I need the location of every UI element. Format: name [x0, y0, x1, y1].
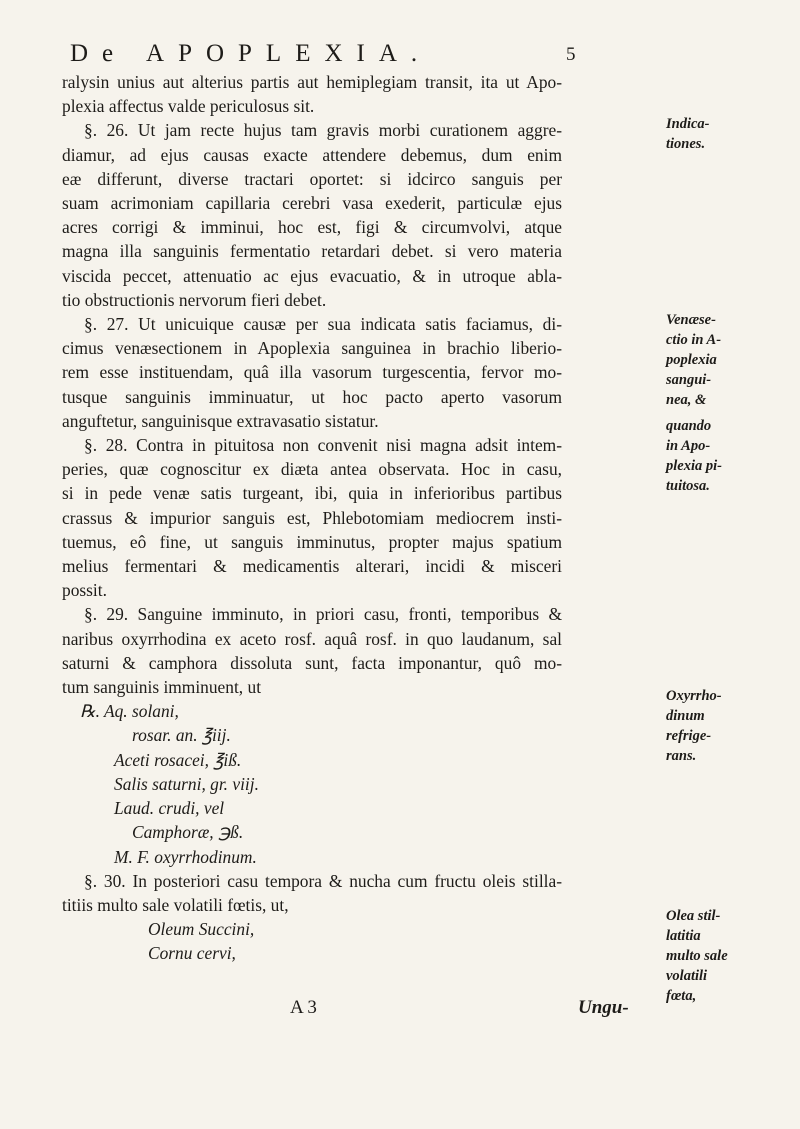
text-line: anguftetur, sanguinisque extravasatio sistatur. — [62, 410, 379, 431]
recipe-line: Cornu cervi, — [148, 943, 236, 964]
text-line: saturni & camphora dissoluta sunt, facta imponantur, quô mo- — [62, 652, 562, 673]
text-line: cimus venæsectionem in Apoplexia sanguinea in brachio liberio- — [62, 338, 562, 359]
main-text — [62, 70, 562, 966]
text-line: si in pede venæ satis turgeant, ibi, quia in inferioribus partibus — [62, 483, 562, 504]
margin-note-line: multo sale — [666, 948, 728, 964]
recipe-line: Oleum Succini, — [148, 919, 255, 940]
recipe-line: rosar. an. ℥iij. — [132, 725, 231, 746]
margin-note-line: poplexia — [666, 352, 717, 368]
page-number: 5 — [566, 44, 576, 65]
text-line: naribus oxyrrhodina ex aceto rosf. aquâ rosf. in quo laudanum, sal — [62, 628, 562, 649]
text-line: magna illa sanguinis fermentatio retardari debet. si vero materia — [62, 241, 562, 262]
text-line: §. 27. Ut unicuique causæ per sua indicata satis faciamus, di- — [84, 314, 562, 335]
page-header — [0, 40, 800, 74]
text-line: §. 28. Contra in pituitosa non convenit nisi magna adsit intem- — [84, 435, 562, 456]
text-line: §. 30. In posteriori casu tempora & nucha cum fructu oleis stilla- — [84, 870, 562, 891]
margin-note-venaesectio — [666, 310, 786, 410]
margin-note-line: tiones. — [666, 136, 706, 152]
running-title: De APOPLEXIA. — [70, 40, 432, 67]
margin-note-line: nea, & — [666, 392, 707, 408]
margin-note-line: ctio in A- — [666, 332, 722, 348]
margin-note-line: tuitosa. — [666, 478, 710, 494]
margin-note-line: in Apo- — [666, 438, 711, 454]
text-line: ralysin unius aut alterius partis aut hemiplegiam transit, ita ut Apo- — [62, 72, 562, 92]
margin-note-line: Olea stil- — [666, 908, 721, 924]
text-line: tio obstructionis nervorum fieri debet. — [62, 289, 327, 310]
recipe-line: ℞. Aq. solani, — [80, 701, 179, 722]
text-line: suam acrimoniam capillaria cerebri vasa exederit, particulæ ejus — [62, 193, 562, 214]
text-line: eæ differunt, diverse tractari oportet: si idcirco sanguis per — [62, 168, 562, 189]
margin-note-line: quando — [666, 418, 712, 434]
text-line: tusque sanguinis imminuatur, ut hoc pacto aperto vasorum — [62, 386, 562, 407]
margin-note-line: sangui- — [666, 372, 712, 388]
text-line: §. 29. Sanguine imminuto, in priori casu, fronti, temporibus & — [84, 604, 562, 625]
signature-mark: A 3 — [290, 997, 317, 1018]
text-line: melius fermentari & medicamentis alterari, incidi & misceri — [62, 556, 562, 577]
page-footer — [0, 997, 800, 1027]
margin-note-line: Indica- — [666, 116, 710, 132]
margin-note-line: Oxyrrho- — [666, 688, 722, 704]
margin-note-olea — [666, 906, 786, 1006]
text-line: viscida peccet, attenuatio ac ejus evacuatio, & in utroque abla- — [62, 265, 562, 286]
text-line: possit. — [62, 580, 107, 601]
margin-note-line: refrige- — [666, 728, 712, 744]
margin-note-oxyrrhodinum — [666, 686, 786, 766]
text-line: acres corrigi & imminui, hoc est, figi & circumvolvi, atque — [62, 217, 562, 238]
recipe-line: Salis saturni, gr. viij. — [114, 773, 259, 794]
text-line: diamur, ad ejus causas exacte attendere debemus, dum enim — [62, 144, 562, 165]
text-line: plexia affectus valde periculosus sit. — [62, 96, 315, 117]
margin-note-line: rans. — [666, 748, 697, 764]
margin-note-line: Venæse- — [666, 312, 716, 328]
recipe-line: Aceti rosacei, ℥iß. — [114, 749, 242, 770]
text-line: tuemus, eô fine, ut sanguis imminutus, propter majus spatium — [62, 531, 562, 552]
margin-note-quando — [666, 416, 786, 496]
margin-note-line: plexia pi- — [666, 458, 722, 474]
text-line: rem esse instituendam, quâ illa vasorum turgescentia, fervor mo- — [62, 362, 562, 383]
text-line: tum sanguinis imminuent, ut — [62, 677, 262, 698]
margin-note-indicationes — [666, 114, 786, 154]
recipe-line: Camphoræ, ℈ß. — [132, 822, 244, 843]
text-line: crassus & impurior sanguis est, Phlebotomiam mediocrem insti- — [62, 507, 562, 528]
text-line: titiis multo sale volatili fœtis, ut, — [62, 894, 289, 915]
recipe-line: Laud. crudi, vel — [114, 798, 225, 819]
margin-note-line: volatili — [666, 968, 708, 984]
margin-note-line: dinum — [666, 708, 705, 724]
recipe-line: M. F. oxyrrhodinum. — [114, 846, 257, 867]
margin-note-line: latitia — [666, 928, 701, 944]
text-line: peries, quæ cognoscitur ex diæta antea observata. Hoc in casu, — [62, 459, 562, 480]
margin-note-line: fœta, — [666, 988, 697, 1004]
text-line: §. 26. Ut jam recte hujus tam gravis morbi curationem aggre- — [84, 120, 562, 141]
catchword: Ungu- — [578, 997, 629, 1018]
